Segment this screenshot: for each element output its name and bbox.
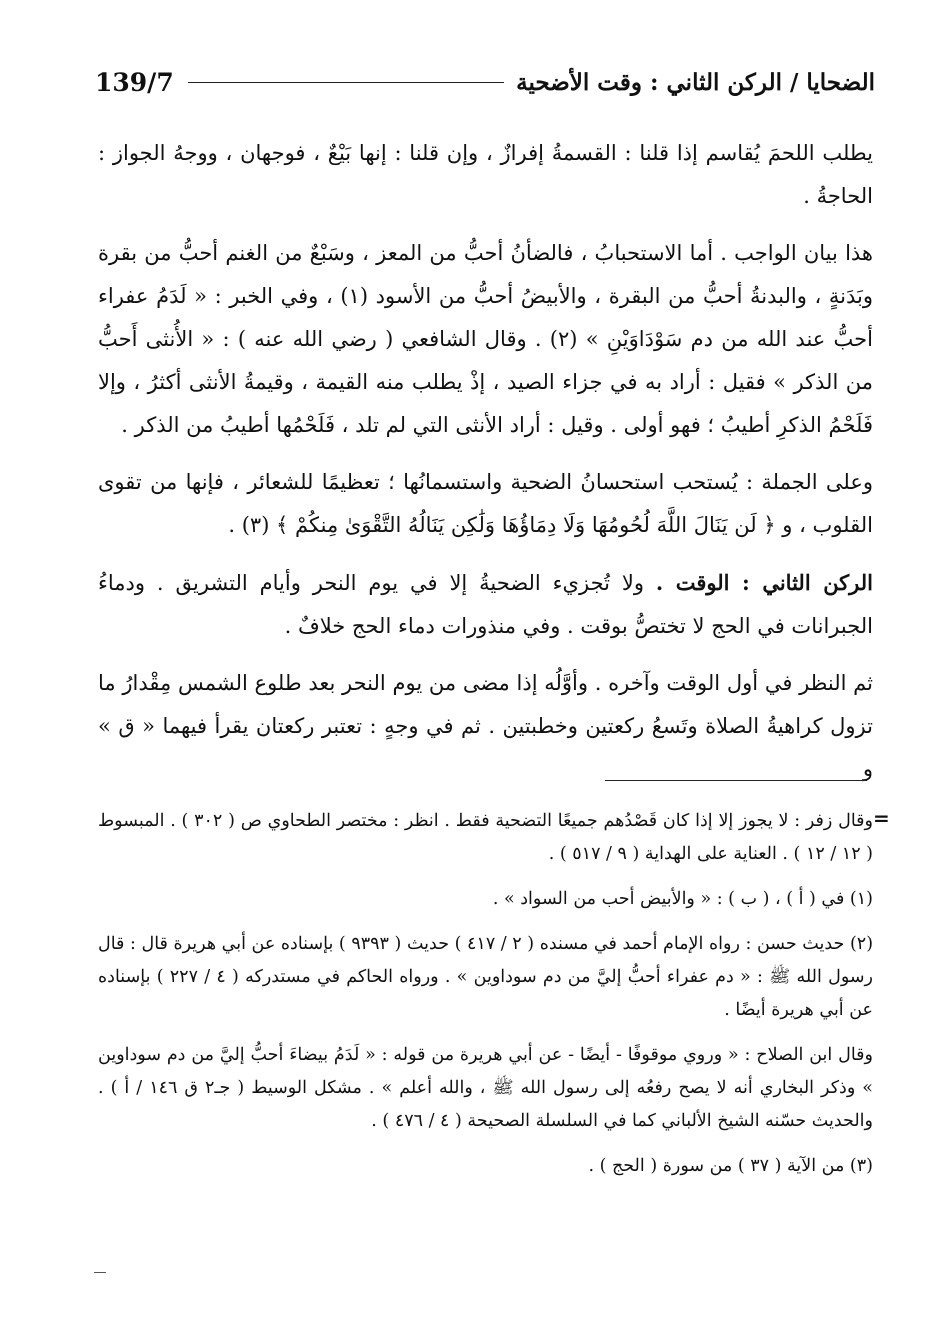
page-mark (94, 1272, 106, 1273)
footnote-3: (٣) من الآية ( ٣٧ ) من سورة ( الحج ) . (588, 1156, 873, 1176)
footnote-2-continued: وقال ابن الصلاح : « وروي موقوفًا - أيضًا - عن أبي هريرة من قوله : « لَدَمُ بيضاءَ أحبُّ إليَّ من دم سوداوين » وذكر البخاري أنه لا يصح رفعُه إلى رسول الله ﷺ ، والله أعلم » . مشكل الوسيط ( جـ٢ ق ١٤٦ / أ ) . والحديث حسّنه الشيخ الألباني كما في السلسلة الصحيحة ( ٤ / ٤٧٦ ) . (98, 1045, 873, 1131)
footnote-continued: وقال زفر : لا يجوز إلا إذا كان قَصْدُهم جميعًا التضحية فقط . انظر : مختصر الطحاوي ص ( ٣٠٢ ) . المبسوط ( ١٢ / ١٢ ) . العناية على الهداية ( ٩ / ٥١٧ ) . (98, 811, 873, 864)
section-heading: الركن الثاني : الوقت . (655, 570, 873, 595)
paragraph-2: هذا بيان الواجب . أما الاستحبابُ ، فالضأنُ أحبُّ من المعز ، وسَبْعٌ من الغنم أحبُّ من بقرة وبَدَنةٍ ، والبدنةُ أحبُّ من البقرة ، والأبيضُ أحبُّ من الأسود (١) ، وفي الخبر : « لَدَمُ عفراء أحبُّ عند الله من دم سَوْدَاوَيْنِ » (٢) . وقال الشافعي ( رضي الله عنه ) : « الأُنثى أَحبُّ من الذكر » فقيل : أراد به في جزاء الصيد ، إذْ يطلب منه القيمة ، وقيمةُ الأنثى أكثرُ ، وإلا فَلَحْمُ الذكرِ أطيبُ ؛ فهو أولى . وقيل : أراد الأنثى التي لم تلد ، فَلَحْمُها أطيبُ من الذكر . (98, 241, 874, 437)
footnotes (98, 805, 873, 1195)
main-text (98, 132, 873, 805)
footnote-1: (١) في ( أ ) ، ( ب ) : « والأبيض أحب من السواد » . (492, 889, 873, 909)
footnote-2: (٢) حديث حسن : رواه الإمام أحمد في مسنده ( ٢ / ٤١٧ ) حديث ( ٩٣٩٣ ) بإسناده عن أبي هريرة قال : قال رسول الله ﷺ : « دم عفراء أحبُّ إليَّ من دم سوداوين » . ورواه الحاكم في مستدركه ( ٤ / ٢٢٧ ) بإسناده عن أبي هريرة أيضًا . (98, 934, 874, 1020)
paragraph-1: يطلب اللحمَ يُقاسم إذا قلنا : القسمةُ إفرازٌ ، وإن قلنا : إنها بَيْعٌ ، فوجهان ، ووجهُ الجواز : الحاجةُ . (98, 141, 873, 208)
page-number: 139/7 (95, 67, 174, 97)
paragraph-5: ثم النظر في أول الوقت وآخره . وأوَّلُه إذا مضى من يوم النحر بعد طلوع الشمس مِقْدارُ ما تزول كراهيةُ الصلاة وتَسعُ ركعتين وخطبتين . ثم في وجهٍ : تعتبر ركعتان يقرأ فيهما « ق » و (98, 671, 873, 781)
running-header (95, 62, 875, 102)
paragraph-3: وعلى الجملة : يُستحب استحسانُ الضحية واستسمانُها ؛ تعظيمًا للشعائر ، فإنها من تقوى القلوب ، و ﴿ لَن يَنَالَ اللَّهَ لُحُومُهَا وَلَا دِمَاؤُهَا وَلَٰكِن يَنَالُهُ التَّقْوَىٰ مِنكُمْ ﴾ (٣) . (98, 470, 873, 537)
footnote-continuation-mark: = (873, 806, 890, 830)
header-rule (188, 82, 504, 83)
paragraph-4 (98, 561, 873, 648)
paragraph-4-text: ولا تُجزيء الضحيةُ إلا في يوم النحر وأيام التشريق . ودماءُ الجبرانات في الحج لا تختصُّ بوقت . وفي منذورات دماء الحج خلافٌ . (98, 571, 873, 638)
footnote-separator (605, 780, 867, 781)
running-title: الضحايا / الركن الثاني : وقت الأضحية (516, 68, 875, 96)
